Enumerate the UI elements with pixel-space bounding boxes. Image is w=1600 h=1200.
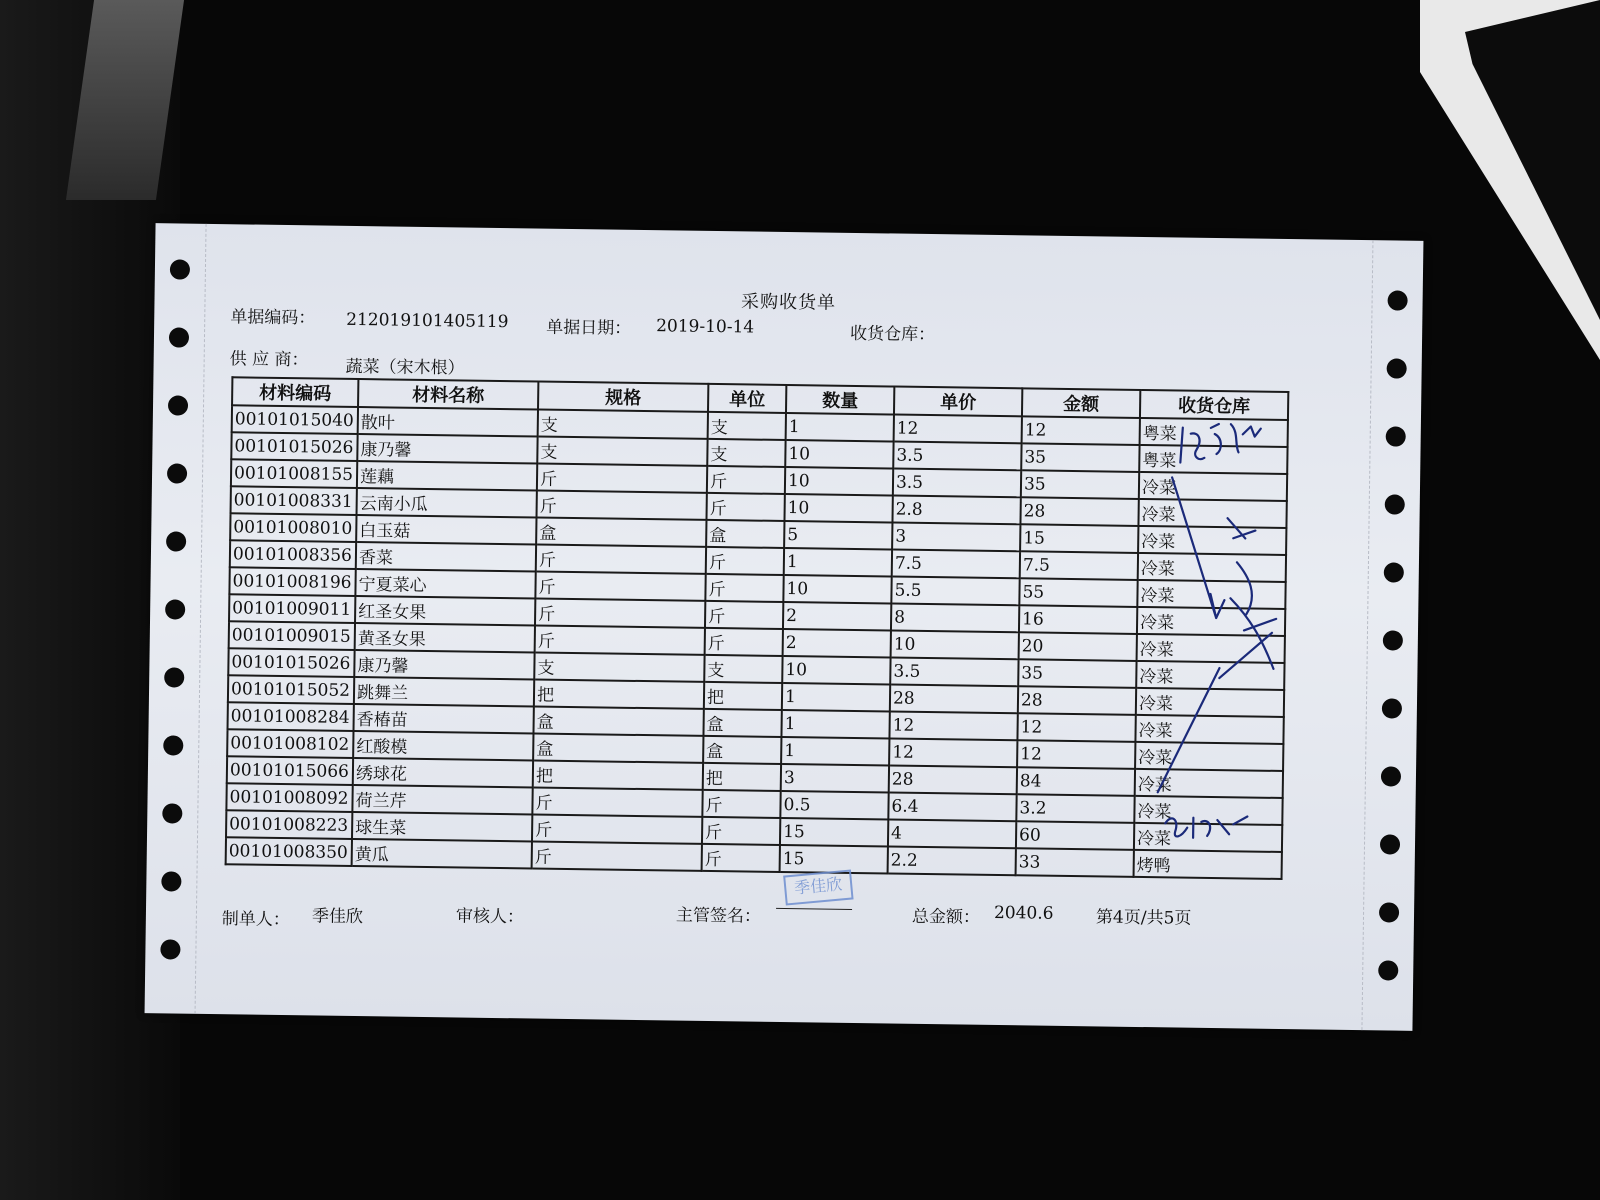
table-cell: 1 [786, 413, 894, 442]
table-cell: 35 [1021, 470, 1139, 499]
table-cell: 15 [780, 845, 888, 874]
table-cell: 00101009015 [229, 621, 355, 650]
table-cell: 10 [783, 575, 891, 604]
table-cell: 盒 [703, 709, 781, 737]
table-cell: 斤 [705, 601, 783, 629]
table-cell: 荷兰芹 [352, 785, 532, 815]
table-cell: 黄瓜 [352, 839, 532, 869]
table-cell: 00101008196 [229, 567, 355, 596]
table-cell: 冷菜 [1136, 688, 1284, 717]
table-cell: 28 [1018, 686, 1136, 715]
table-cell: 球生菜 [352, 812, 532, 842]
tractor-hole [1382, 698, 1402, 718]
table-cell: 5 [784, 521, 892, 550]
table-cell: 斤 [705, 628, 783, 656]
table-cell: 60 [1016, 821, 1134, 850]
table-cell: 把 [704, 682, 782, 710]
table-cell: 3.5 [893, 469, 1021, 498]
table-cell: 斤 [707, 466, 785, 494]
table-cell: 1 [784, 548, 892, 577]
column-header: 金额 [1022, 388, 1140, 418]
table-cell: 00101008331 [231, 486, 357, 515]
table-cell: 00101008010 [230, 513, 356, 542]
doc-no-value: 212019101405119 [346, 309, 509, 333]
table-cell: 斤 [537, 491, 707, 520]
tractor-hole [170, 259, 190, 279]
total-value: 2040.6 [993, 902, 1054, 924]
background-card-shadow [1450, 0, 1600, 320]
column-header: 材料名称 [358, 379, 538, 410]
tractor-hole [1378, 960, 1398, 980]
table-cell: 粤菜 [1140, 418, 1288, 447]
signature-line [776, 908, 852, 910]
table-cell: 10 [891, 630, 1019, 659]
tractor-hole [1384, 562, 1404, 582]
table-cell: 5.5 [891, 576, 1019, 605]
table-cell: 00101008155 [231, 459, 357, 488]
table-cell: 斤 [537, 464, 707, 493]
tractor-hole [166, 531, 186, 551]
table-cell: 3 [781, 764, 889, 793]
table-cell: 1 [781, 710, 889, 739]
table-cell: 12 [889, 738, 1017, 767]
table-cell: 00101015066 [227, 756, 353, 785]
table-cell: 斤 [705, 574, 783, 602]
table-cell: 00101015052 [228, 675, 354, 704]
table-cell: 10 [785, 440, 893, 469]
supervisor-label: 主管签名： [675, 905, 762, 927]
table-cell: 00101009011 [229, 594, 355, 623]
table-cell: 3.5 [890, 657, 1018, 686]
receipt-paper [145, 223, 1424, 1031]
table-cell: 斤 [532, 842, 702, 871]
table-cell: 冷菜 [1137, 580, 1285, 609]
warehouse-label: 收货仓库： [849, 323, 936, 346]
table-cell: 12 [1022, 416, 1140, 445]
table-cell: 1 [781, 737, 889, 766]
table-cell: 8 [891, 603, 1019, 632]
table-cell: 冷菜 [1137, 607, 1285, 636]
table-cell: 00101008356 [230, 540, 356, 569]
table-cell: 28 [1020, 497, 1138, 526]
table-cell: 冷菜 [1138, 526, 1286, 555]
tractor-hole [1385, 494, 1405, 514]
tractor-hole [169, 327, 189, 347]
table-cell: 冷菜 [1135, 769, 1283, 798]
tractor-hole [167, 463, 187, 483]
tractor-strip-left [145, 223, 207, 1014]
doc-date-label: 单据日期： [546, 317, 632, 339]
table-cell: 15 [780, 818, 888, 847]
table-cell: 28 [890, 684, 1018, 713]
table-cell: 绣球花 [353, 758, 533, 788]
table-cell: 斤 [702, 817, 780, 845]
column-header: 材料编码 [232, 377, 358, 407]
table-cell: 33 [1016, 848, 1134, 877]
table-cell: 把 [703, 763, 781, 791]
table-cell: 黄圣女果 [355, 623, 535, 653]
table-cell: 00101008102 [227, 729, 353, 758]
table-cell: 盒 [703, 736, 781, 764]
maker-label: 制单人： [221, 909, 290, 931]
doc-date-value: 2019-10-14 [656, 316, 755, 338]
table-cell: 2 [783, 602, 891, 631]
table-cell: 16 [1019, 605, 1137, 634]
table-cell: 冷菜 [1135, 742, 1283, 771]
table-cell: 3.5 [893, 442, 1021, 471]
table-cell: 3.2 [1016, 794, 1134, 823]
table-cell: 00101008350 [226, 837, 352, 866]
table-cell: 盒 [533, 734, 703, 763]
table-cell: 斤 [702, 790, 780, 818]
table-cell: 莲藕 [357, 461, 537, 491]
table-cell: 盒 [536, 518, 706, 547]
table-cell: 12 [889, 711, 1017, 740]
table-cell: 10 [785, 467, 893, 496]
table-cell: 把 [534, 680, 704, 709]
table-cell: 4 [888, 819, 1016, 848]
supplier-value: 蔬菜（宋木根） [345, 356, 465, 379]
table-cell: 康乃馨 [354, 650, 534, 680]
table-cell: 35 [1018, 659, 1136, 688]
table-cell: 00101008223 [226, 810, 352, 839]
table-cell: 红圣女果 [355, 596, 535, 626]
table-cell: 2.2 [888, 846, 1016, 875]
table-cell: 支 [708, 412, 786, 440]
table-cell: 粤菜 [1139, 445, 1287, 474]
table-cell: 支 [704, 655, 782, 683]
tractor-hole [168, 395, 188, 415]
table-cell: 10 [782, 656, 890, 685]
table-cell: 冷菜 [1138, 499, 1286, 528]
table-cell: 盒 [706, 520, 784, 548]
column-header: 规格 [538, 382, 708, 412]
table-cell: 支 [707, 439, 785, 467]
table-cell: 冷菜 [1134, 823, 1282, 852]
supplier-label: 供 应 商： [229, 349, 309, 371]
table-cell: 盒 [533, 707, 703, 736]
table-cell: 冷菜 [1138, 553, 1286, 582]
column-header: 单位 [708, 384, 786, 413]
table-cell: 冷菜 [1135, 715, 1283, 744]
table-cell: 宁夏菜心 [355, 569, 535, 599]
table-cell: 康乃馨 [357, 434, 537, 464]
column-header: 单价 [894, 387, 1022, 417]
tractor-hole [163, 735, 183, 755]
table-cell: 12 [1017, 740, 1135, 769]
items-table [225, 376, 1290, 880]
table-cell: 把 [533, 761, 703, 790]
table-cell: 冷菜 [1134, 796, 1282, 825]
table-cell: 10 [784, 494, 892, 523]
tractor-hole [1383, 630, 1403, 650]
table-cell: 00101015040 [232, 405, 358, 434]
tractor-hole [1387, 358, 1407, 378]
table-cell: 35 [1021, 443, 1139, 472]
table-cell: 2.8 [892, 496, 1020, 525]
table-cell: 0.5 [780, 791, 888, 820]
tractor-hole [164, 667, 184, 687]
table-cell: 55 [1019, 578, 1137, 607]
table-cell: 冷菜 [1137, 634, 1285, 663]
table-cell: 斤 [535, 599, 705, 628]
table-cell: 2 [783, 629, 891, 658]
table-cell: 12 [894, 415, 1022, 444]
table-cell: 云南小瓜 [357, 488, 537, 518]
table-cell: 斤 [536, 545, 706, 574]
table-cell: 斤 [702, 844, 780, 872]
page-indicator: 第4页/共5页 [1095, 907, 1192, 929]
table-cell: 7.5 [1020, 551, 1138, 580]
table-cell: 28 [889, 765, 1017, 794]
table-cell: 斤 [706, 493, 784, 521]
table-cell: 白玉菇 [356, 515, 536, 545]
table-cell: 散叶 [358, 407, 538, 437]
doc-no-label: 单据编码： [230, 307, 316, 329]
supervisor-stamp: 季佳欣 [783, 869, 853, 905]
tractor-hole [1379, 902, 1399, 922]
table-cell: 00101008092 [226, 783, 352, 812]
table-cell: 冷菜 [1136, 661, 1284, 690]
reviewer-label: 审核人： [455, 906, 525, 928]
table-cell: 冷菜 [1139, 472, 1287, 501]
table-cell: 20 [1019, 632, 1137, 661]
tractor-hole [1380, 834, 1400, 854]
tractor-hole [165, 599, 185, 619]
total-label: 总金额： [911, 906, 981, 928]
table-cell: 香菜 [356, 542, 536, 572]
table-cell: 烤鸭 [1134, 850, 1282, 879]
table-cell: 支 [534, 653, 704, 682]
tractor-hole [1381, 766, 1401, 786]
table-cell: 6.4 [888, 792, 1016, 821]
table-cell: 1 [782, 683, 890, 712]
table-cell: 7.5 [892, 550, 1020, 579]
tractor-hole [162, 803, 182, 823]
table-cell: 支 [538, 410, 708, 439]
table-cell: 跳舞兰 [354, 677, 534, 707]
table-cell: 支 [537, 437, 707, 466]
table-cell: 红酸模 [353, 731, 533, 761]
document-title: 采购收货单 [740, 291, 837, 314]
table-cell: 斤 [532, 815, 702, 844]
table-cell: 斤 [535, 626, 705, 655]
table-cell: 3 [892, 523, 1020, 552]
tractor-hole [1386, 426, 1406, 446]
table-cell: 00101008284 [228, 702, 354, 731]
column-header: 收货仓库 [1140, 390, 1288, 420]
table-cell: 斤 [706, 547, 784, 575]
tractor-strip-right [1361, 240, 1423, 1031]
tractor-hole [161, 871, 181, 891]
table-cell: 15 [1020, 524, 1138, 553]
table-cell: 斤 [535, 572, 705, 601]
table-cell: 12 [1017, 713, 1135, 742]
table-cell: 84 [1017, 767, 1135, 796]
tractor-hole [160, 939, 180, 959]
table-cell: 斤 [532, 788, 702, 817]
table-cell: 00101015026 [228, 648, 354, 677]
maker-value: 季佳欣 [311, 906, 364, 928]
column-header: 数量 [786, 385, 894, 415]
table-cell: 香椿苗 [354, 704, 534, 734]
table-cell: 00101015026 [231, 432, 357, 461]
